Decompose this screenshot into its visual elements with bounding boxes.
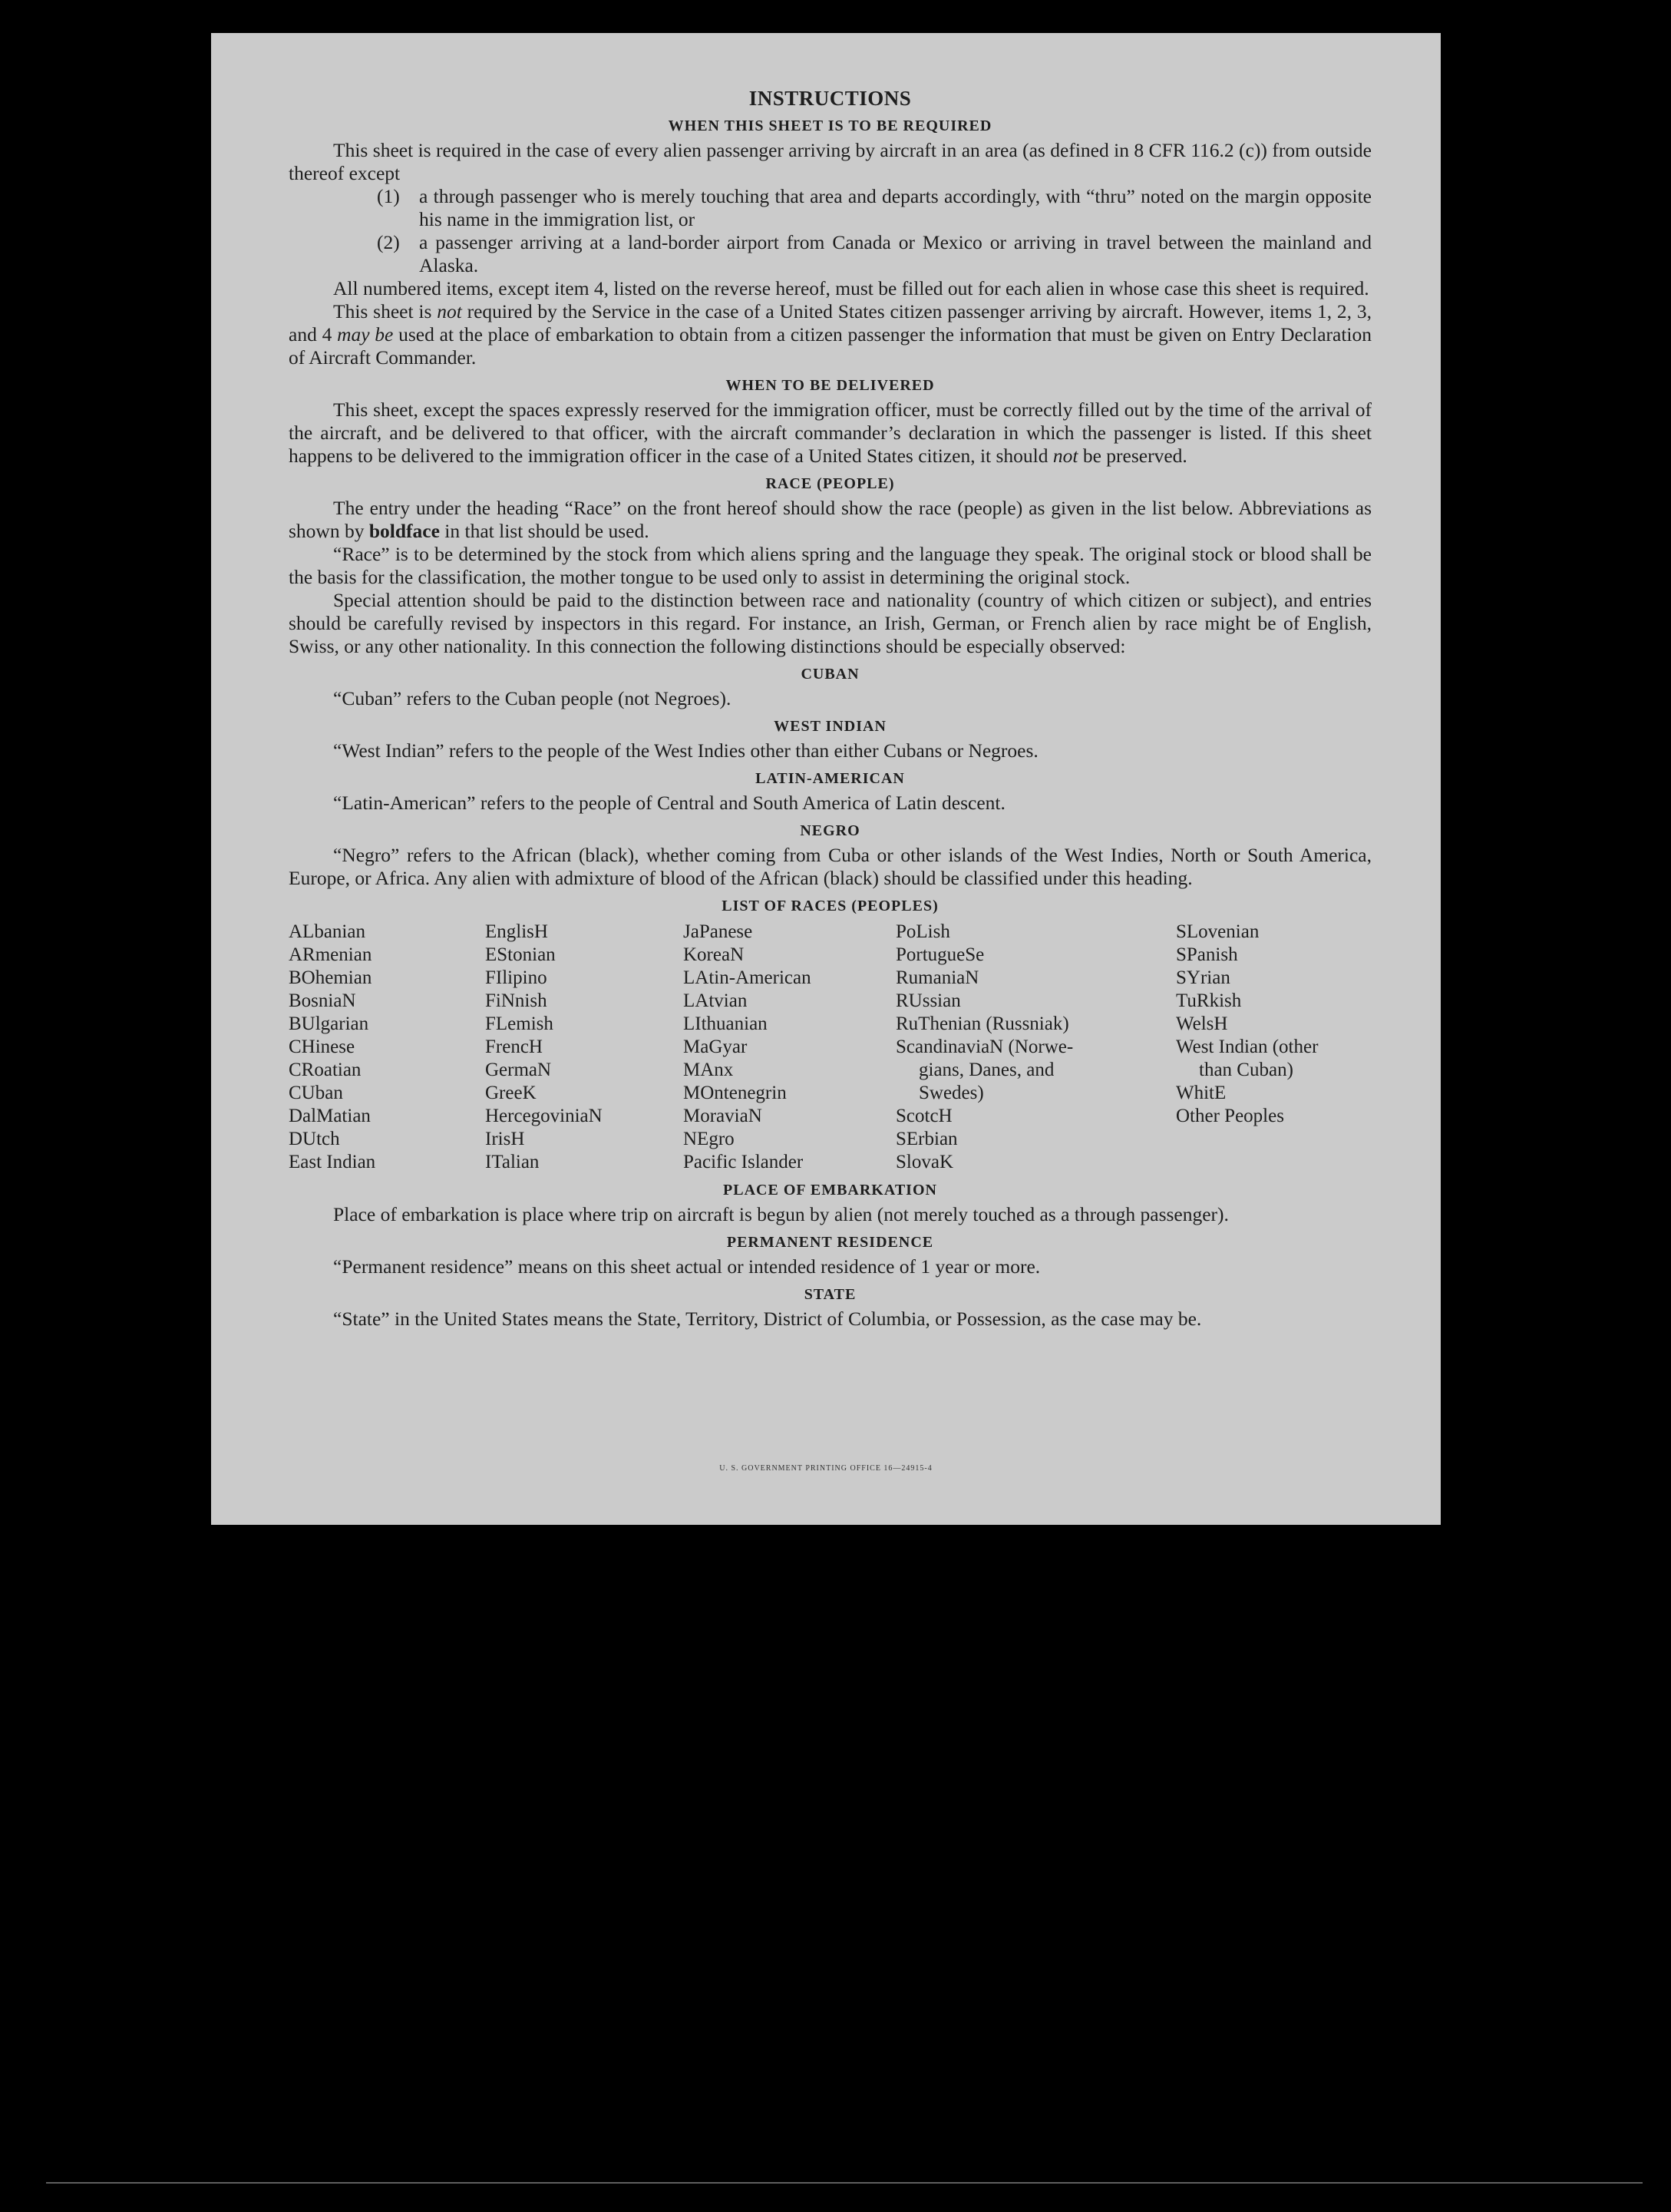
- paragraph-when-delivered: This sheet, except the spaces expressly reserved for the immigration officer, must be correctly filled out by the time of the arrival of the aircraft, and be delivered to that officer, with the aircraft commander’s declaration in which the passenger is listed. If this sheet happens to be delivered to the immigration officer in the case of a United States citizen, it should not be preserved.: [289, 398, 1372, 467]
- paragraph-citizen-passenger: This sheet is not required by the Service in the case of a United States citizen passenger arriving by aircraft. However, items 1, 2, 3, and 4 may be used at the place of embarkation to obtain from a citizen passenger the information that must be given on Entry Declaration of Aircraft Commander.: [289, 300, 1372, 369]
- paragraph-race-entry: The entry under the heading “Race” on the front hereof should show the race (people) as given in the list below. Abbreviations as shown by boldface in that list should be used.: [289, 497, 1372, 542]
- race-entry: RuThenian (Russniak): [896, 1013, 1069, 1034]
- paragraph-numbered-items: All numbered items, except item 4, listed on the reverse hereof, must be filled out for each alien in whose case this sheet is required.: [333, 277, 1369, 299]
- race-entry: BosniaN: [289, 990, 356, 1011]
- heading-when-delivered: WHEN TO BE DELIVERED: [725, 377, 935, 394]
- race-entry: SPanish: [1176, 944, 1238, 965]
- heading-state: STATE: [804, 1286, 857, 1303]
- race-entry: KoreaN: [683, 944, 745, 965]
- page-title: INSTRUCTIONS: [748, 87, 912, 110]
- race-entry: NEgro: [683, 1129, 735, 1149]
- race-entry: BOhemian: [289, 967, 372, 988]
- race-entry: FrencH: [485, 1037, 543, 1057]
- exception-item-1-number: (1): [377, 185, 400, 207]
- race-entry: ITalian: [485, 1152, 540, 1172]
- races-column-5: [1176, 921, 1372, 1174]
- race-entry: ARmenian: [289, 944, 372, 965]
- exception-item-2: [289, 231, 1372, 277]
- heading-cuban: CUBAN: [801, 666, 860, 683]
- race-entry: MoraviaN: [683, 1106, 762, 1126]
- race-entry: JaPanese: [683, 921, 753, 942]
- paragraph-when-required-intro: This sheet is required in the case of every alien passenger arriving by aircraft in an area (as defined in 8 CFR 116.2 (c)) from outside thereof except: [289, 139, 1372, 184]
- race-entry: CRoatian: [289, 1060, 362, 1080]
- race-entry: ALbanian: [289, 921, 365, 942]
- document-page: [211, 33, 1441, 1525]
- heading-permanent-residence: PERMANENT RESIDENCE: [726, 1234, 934, 1251]
- race-entry-continuation: gians, Danes, and: [919, 1060, 1055, 1080]
- paragraph-state: “State” in the United States means the State, Territory, District of Columbia, or Possession, as the case may be.: [333, 1308, 1202, 1330]
- race-entry: PortugueSe: [896, 944, 985, 965]
- races-list: [289, 921, 1372, 1174]
- exception-item-1-text: a through passenger who is merely touching that area and departs accordingly, with “thru” noted on the margin opposite his name in the immigration list, or: [419, 185, 1372, 230]
- race-entry: RUssian: [896, 990, 961, 1011]
- race-entry: DUtch: [289, 1129, 340, 1149]
- heading-negro: NEGRO: [800, 822, 860, 839]
- paragraph-residence: “Permanent residence” means on this sheet actual or intended residence of 1 year or more.: [333, 1255, 1041, 1278]
- race-entry: RumaniaN: [896, 967, 979, 988]
- heading-when-required: WHEN THIS SHEET IS TO BE REQUIRED: [668, 117, 992, 134]
- race-entry: CUban: [289, 1083, 343, 1103]
- race-entry: Pacific Islander: [683, 1152, 804, 1172]
- exception-item-1: [289, 185, 1372, 231]
- paragraph-race-nationality: Special attention should be paid to the distinction between race and nationality (country of which citizen or subject), and entries should be carefully revised by inspectors in this regard. For instance, an Irish, German, or French alien by race might be of English, Swiss, or any other nationality. In this connection the following distinctions should be especially observed:: [289, 589, 1372, 657]
- race-entry: MOntenegrin: [683, 1083, 787, 1103]
- race-entry-continuation: Swedes): [919, 1083, 984, 1103]
- race-entry: Other Peoples: [1176, 1106, 1284, 1126]
- paragraph-race-stock: “Race” is to be determined by the stock from which aliens spring and the language they speak. The original stock or blood shall be the basis for the classification, the mother tongue to be used only to assist in determining the original stock.: [289, 543, 1372, 588]
- race-entry-continuation: than Cuban): [1199, 1060, 1293, 1080]
- heading-list-of-races: LIST OF RACES (PEOPLES): [722, 898, 939, 914]
- race-entry: ScotcH: [896, 1106, 953, 1126]
- race-entry: CHinese: [289, 1037, 355, 1057]
- printing-office-footer: U. S. GOVERNMENT PRINTING OFFICE 16—24915-4: [719, 1464, 933, 1473]
- races-column-4: [896, 921, 1176, 1174]
- race-entry: BUlgarian: [289, 1013, 369, 1034]
- race-entry: SYrian: [1176, 967, 1230, 988]
- race-entry: SErbian: [896, 1129, 958, 1149]
- race-entry: GreeK: [485, 1083, 537, 1103]
- race-entry: FLemish: [485, 1013, 553, 1034]
- race-entry: LAtin-American: [683, 967, 811, 988]
- race-entry: PoLish: [896, 921, 950, 942]
- heading-latin-american: LATIN-AMERICAN: [755, 770, 905, 787]
- race-entry: East Indian: [289, 1152, 376, 1172]
- race-entry: MaGyar: [683, 1037, 748, 1057]
- exception-item-2-number: (2): [377, 231, 400, 253]
- paragraph-west-indian: “West Indian” refers to the people of the West Indies other than either Cubans or Negroes.: [333, 739, 1039, 762]
- race-entry: FIlipino: [485, 967, 547, 988]
- race-entry: HercegoviniaN: [485, 1106, 603, 1126]
- race-entry: LIthuanian: [683, 1013, 768, 1034]
- exception-item-2-text: a passenger arriving at a land-border airport from Canada or Mexico or arriving in travel between the mainland and Alaska.: [419, 231, 1372, 276]
- race-entry: WhitE: [1176, 1083, 1227, 1103]
- race-entry: SLovenian: [1176, 921, 1260, 942]
- race-entry: FiNnish: [485, 990, 547, 1011]
- race-entry: EnglisH: [485, 921, 548, 942]
- races-column-2: [485, 921, 683, 1174]
- paragraph-latin-american: “Latin-American” refers to the people of Central and South America of Latin descent.: [333, 792, 1006, 814]
- race-entry: IrisH: [485, 1129, 525, 1149]
- race-entry: DalMatian: [289, 1106, 371, 1126]
- paragraph-cuban: “Cuban” refers to the Cuban people (not Negroes).: [333, 687, 731, 709]
- race-entry: LAtvian: [683, 990, 748, 1011]
- paragraph-negro: “Negro” refers to the African (black), whether coming from Cuba or other islands of the West Indies, North or South America, Europe, or Africa. Any alien with admixture of blood of the African (black) should be classified under this heading.: [289, 844, 1372, 889]
- race-entry: TuRkish: [1176, 990, 1242, 1011]
- races-column-3: [683, 921, 896, 1174]
- race-entry: EStonian: [485, 944, 556, 965]
- race-entry: WelsH: [1176, 1013, 1228, 1034]
- race-entry: SlovaK: [896, 1152, 953, 1172]
- heading-place-of-embarkation: PLACE OF EMBARKATION: [723, 1182, 937, 1199]
- heading-race: RACE (PEOPLE): [765, 475, 895, 492]
- races-column-1: [289, 921, 485, 1174]
- heading-west-indian: WEST INDIAN: [774, 718, 887, 735]
- scan-artifact-line: [46, 2182, 1643, 2184]
- race-entry: ScandinaviaN (Norwe-: [896, 1037, 1074, 1057]
- race-entry: GermaN: [485, 1060, 552, 1080]
- race-entry: West Indian (other: [1176, 1037, 1319, 1057]
- race-entry: MAnx: [683, 1060, 734, 1080]
- paragraph-embarkation: Place of embarkation is place where trip on aircraft is begun by alien (not merely touched as a through passenger).: [333, 1203, 1229, 1225]
